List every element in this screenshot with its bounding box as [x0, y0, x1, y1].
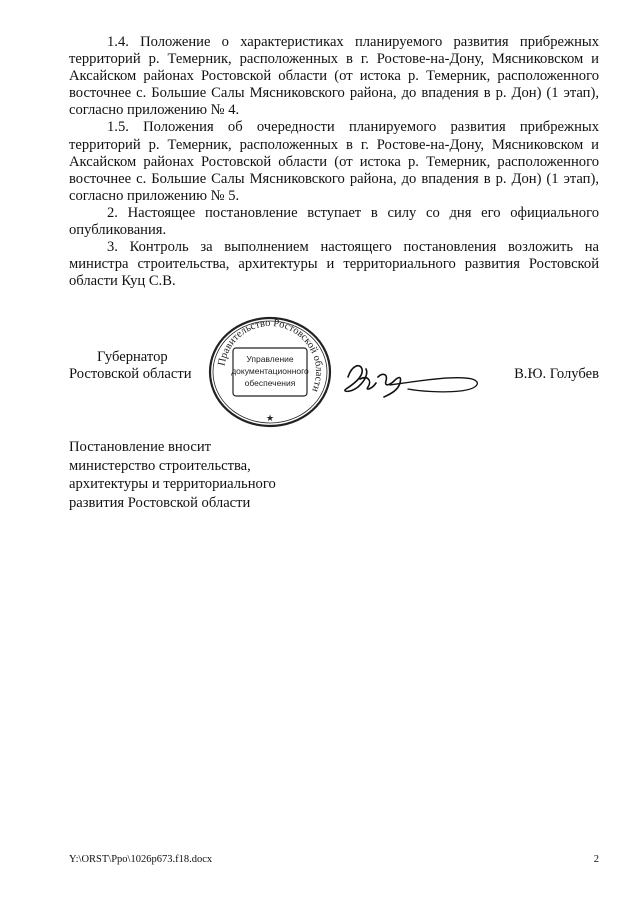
- signatory-title: [69, 349, 192, 383]
- paragraph-2: 2. Настоящее постановление вступает в силу со дня его официального опубликования.: [69, 204, 599, 239]
- seal-center-line3: обеспечения: [244, 378, 296, 388]
- seal-center-line1: Управление: [246, 354, 294, 364]
- introduced-by-line1: Постановление вносит: [69, 439, 212, 455]
- document-body: [69, 34, 599, 290]
- paragraph-1-4: 1.4. Положение о характеристиках планируемого развития прибрежных территорий р. Темерник, расположенных в г. Ростове-на-Дону, Мясниковском и Аксайском районах Ростовской области (от истока р. Темерник, расположенного восточнее с. Большие Салы Мясниковского района, до впадения в р. Дон) (1 этап), согласно приложению № 4.: [69, 34, 599, 119]
- page-number: 2: [593, 854, 599, 865]
- file-path: Y:\ORST\Ppo\1026p673.f18.docx: [69, 854, 213, 865]
- paragraph-1-5: 1.5. Положения об очередности планируемого развития прибрежных территорий р. Темерник, расположенных в г. Ростове-на-Дону, Мясниковском и Аксайском районах Ростовской области (от истока р. Темерник, расположенного восточнее с. Большие Салы Мясниковского района, до впадения в р. Дон) (1 этап), согласно приложению № 5.: [69, 119, 599, 204]
- signatory-name: В.Ю. Голубев: [514, 366, 599, 382]
- signatory-title-line1: Губернатор: [97, 349, 168, 365]
- handwritten-signature: [338, 355, 484, 401]
- seal-ring-text: Правительство Ростовской области: [216, 317, 325, 394]
- svg-text:★: ★: [265, 413, 275, 423]
- paragraph-3: 3. Контроль за выполнением настоящего постановления возложить на министра строительства, архитектуры и территориального развития Ростовской области Куц С.В.: [69, 239, 599, 290]
- page-footer: [69, 853, 599, 867]
- signatory-title-line2: Ростовской области: [69, 366, 192, 383]
- introduced-by-line3: архитектуры и территориального: [69, 476, 276, 492]
- seal-center-line2: документационного: [231, 366, 309, 376]
- introduced-by-line2: министерство строительства,: [69, 457, 251, 474]
- official-seal-stamp: [203, 314, 337, 430]
- introduced-by-note: [69, 438, 369, 512]
- introduced-by-line4: развития Ростовской области: [69, 494, 251, 511]
